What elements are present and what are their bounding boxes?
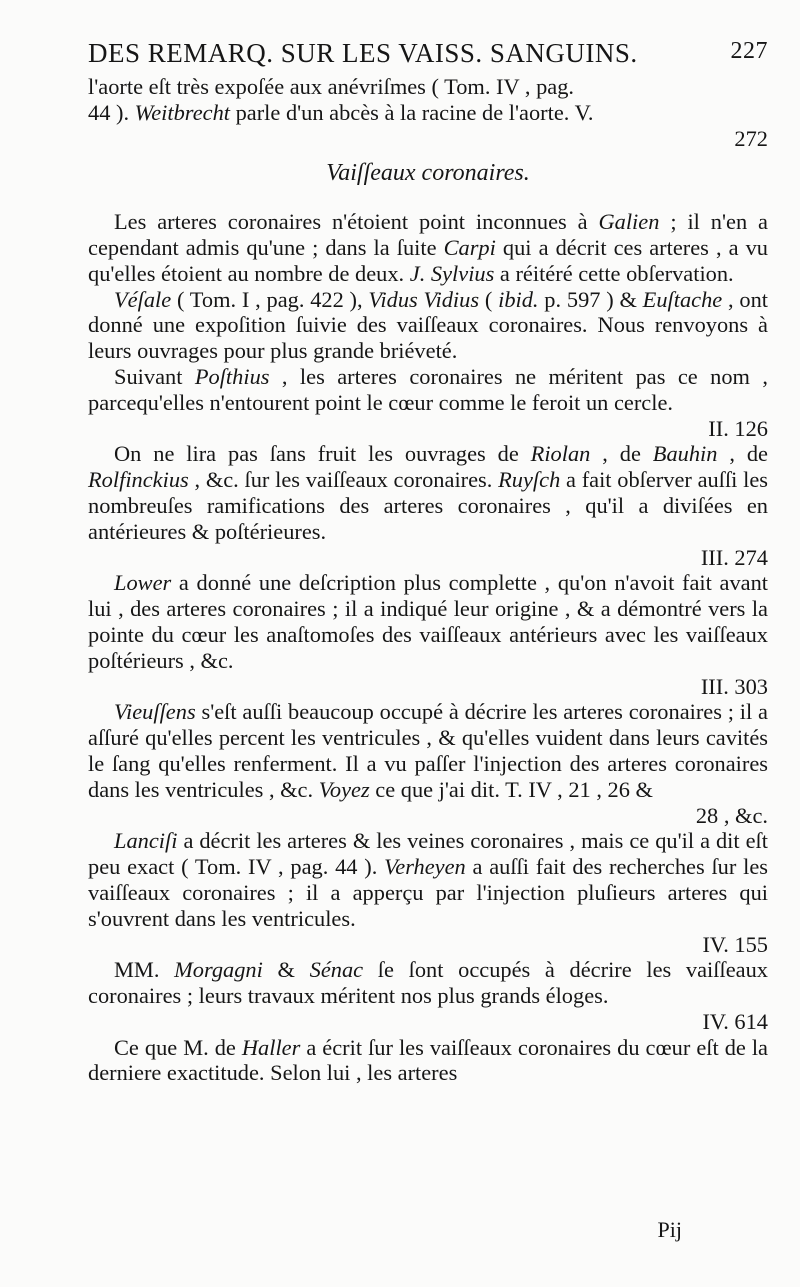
paragraph-6: Vieuſſens s'eſt auſſi beaucoup occupé à décrire les arteres coronaires ; il a aſſuré qu'elles percent les ventricules , & qu'elles vuident dans leurs cavités le ſang qu'elles renferment. Il a vu paſſer l'injection des arteres coronaires dans les ventricules , &c. Voyez ce que j'ai dit. T. IV , 21 , 26 & <box>88 699 768 802</box>
name-weitbrecht: Weitbrecht <box>134 99 230 125</box>
body-text <box>88 74 768 1086</box>
page-number: 227 <box>730 38 768 64</box>
running-title: DES REMARQ. SUR LES VAISS. SANGUINS. <box>88 38 638 68</box>
paragraph-2: Véſale ( Tom. I , pag. 422 ), Vidus Vidius ( ibid. p. 597 ) & Euſtache , ont donné une expoſition ſuivie des vaiſſeaux coronaires. Nous renvoyons à leurs ouvrages pour plus grande briéveté. <box>88 286 769 364</box>
reference: III. 274 <box>700 544 768 570</box>
opening-line-2: 44 ). Weitbrecht parle d'un abcès à la racine de l'aorte. V. <box>88 99 594 125</box>
opening-line-1: l'aorte eſt très expoſée aux anévriſmes ( Tom. IV , pag. <box>88 74 574 99</box>
paragraph-9: Ce que M. de Haller a écrit ſur les vaiſſeaux coronaires du cœur eſt de la derniere exactitude. Selon lui , les arteres <box>88 1034 768 1086</box>
reference: II. 126 <box>708 415 768 441</box>
signature-mark: Pij <box>657 1217 682 1242</box>
paragraph-1: Les arteres coronaires n'étoient point inconnues à Galien ; il n'en a cependant admis qu'une ; dans la ſuite Carpi qui a décrit ces arteres , a vu qu'elles étoient au nombre de deux. J. Sylvius a réitéré cette obſervation. <box>88 209 768 286</box>
paragraph-7: Lanciſi a décrit les arteres & les veines coronaires , mais ce qu'il a dit eſt peu exact ( Tom. IV , pag. 44 ). Verheyen a auſſi fait des recherches ſur les vaiſſeaux coronaires ; il a apperçu par l'injection pluſieurs arteres qui s'ouvrent dans les ventricules. <box>88 828 768 931</box>
reference: 28 , &c. <box>695 802 768 828</box>
section-heading: Vaiſſeaux coronaires. <box>326 160 530 187</box>
reference: IV. 614 <box>702 1008 768 1034</box>
running-header <box>88 38 768 74</box>
paragraph-5: Lower a donné une deſcription plus complette , qu'on n'avoit fait avant lui , des arteres coronaires ; il a indiqué leur origine , & a démontré vers la pointe du cœur les anaſtomoſes des vaiſſeaux antérieurs avec les vaiſſeaux poſtérieurs , &c. <box>88 570 768 673</box>
reference: III. 303 <box>700 673 768 699</box>
reference: 272 <box>734 125 768 151</box>
reference: IV. 155 <box>702 931 768 957</box>
paragraph-3: Suivant Poſthius , les arteres coronaires ne méritent pas ce nom , parcequ'elles n'entourent point le cœur comme le feroit un cercle. <box>88 363 768 415</box>
paragraph-8: MM. Morgagni & Sénac ſe ſont occupés à décrire les vaiſſeaux coronaires ; leurs travaux méritent nos plus grands éloges. <box>88 957 768 1009</box>
paragraph-4: On ne lira pas ſans fruit les ouvrages de Riolan , de Bauhin , de Rolfinckius , &c. ſur les vaiſſeaux coronaires. Ruyſch a fait obſerver auſſi les nombreuſes ramifications des arteres coronaires , qu'il a diviſées en antérieures & poſtérieures. <box>88 441 768 544</box>
